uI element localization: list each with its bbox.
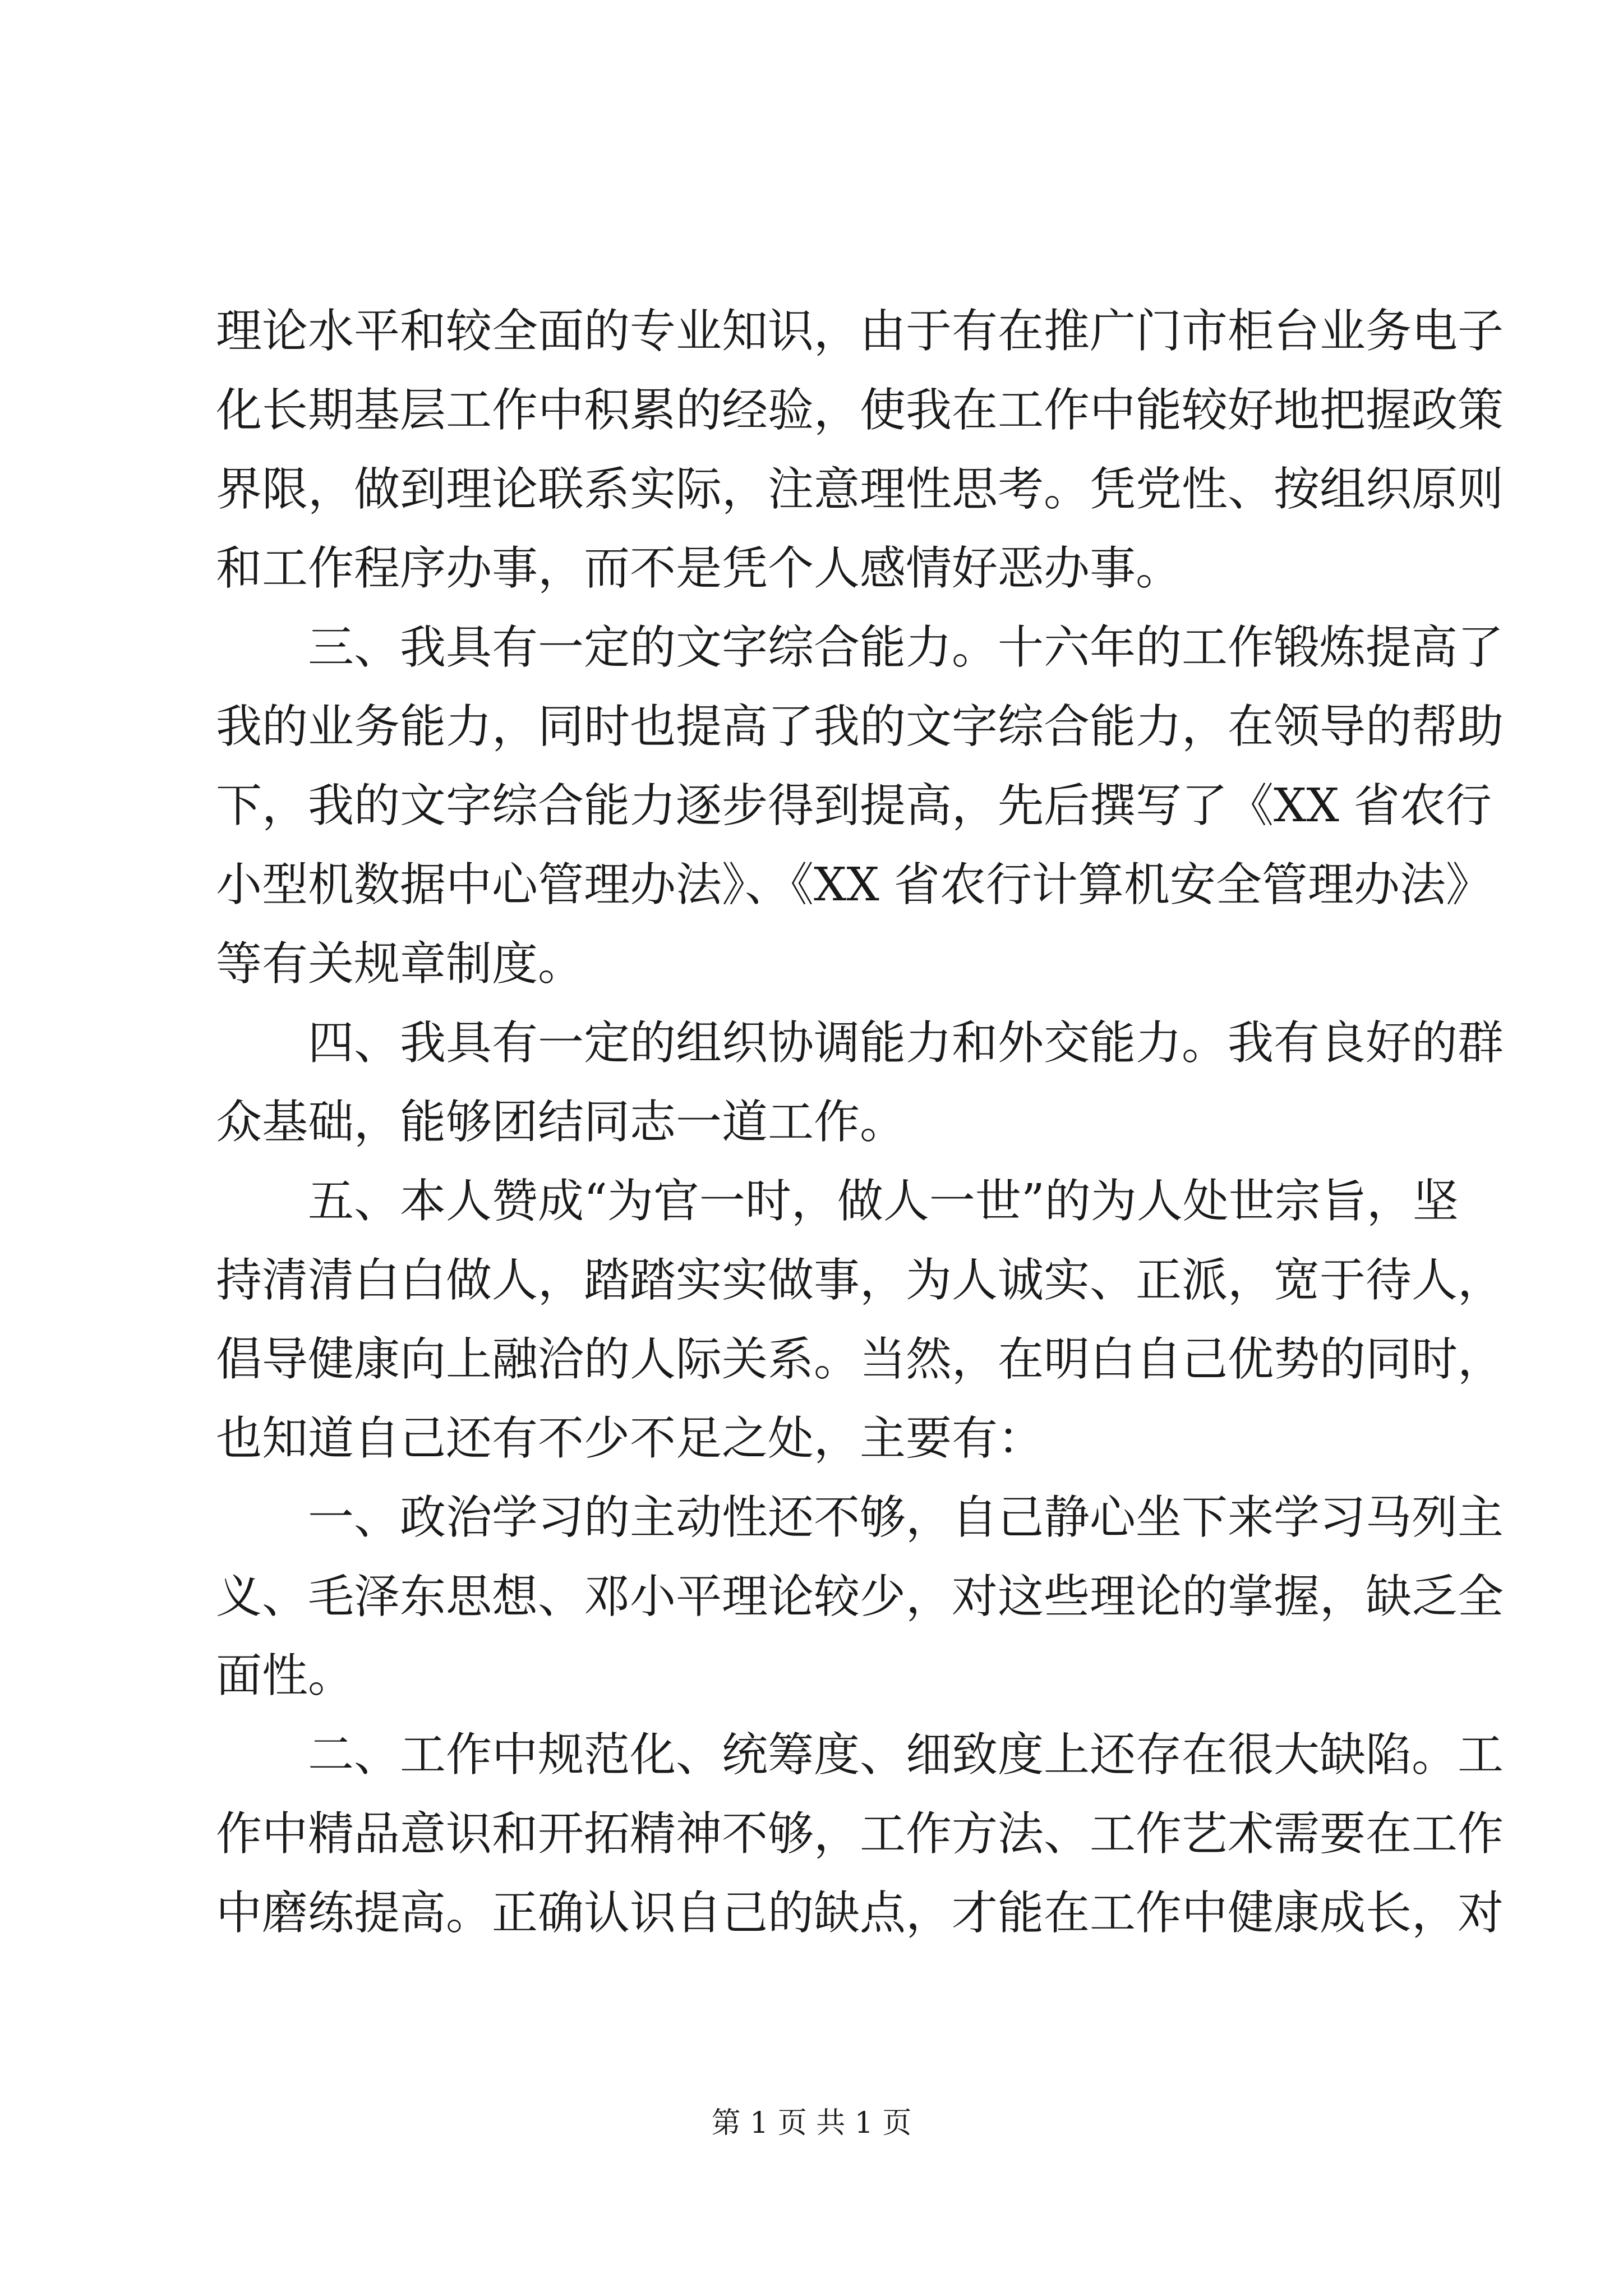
text-line: 和工作程序办事，而不是凭个人感情好恶办事。 [216,542,1182,595]
text-line: 四、我具有一定的组织协调能力和外交能力。我有良好的群 [308,1016,1504,1070]
text-line: 我的业务能力，同时也提高了我的文字综合能力，在领导的帮助 [216,700,1504,753]
text-line: 等有关规章制度。 [216,937,584,991]
text-line: 小型机数据中心管理办法》、《XX 省农行计算机安全管理办法》 [216,858,1492,912]
text-line: 倡导健康向上融洽的人际关系。当然，在明白自己优势的同时， [216,1333,1504,1386]
text-line: 作中精品意识和开拓精神不够，工作方法、工作艺术需要在工作 [216,1807,1504,1861]
text-line: 化长期基层工作中积累的经验，使我在工作中能较好地把握政策 [216,384,1504,437]
text-line: 下，我的文字综合能力逐步得到提高，先后撰写了《XX 省农行 [216,779,1492,832]
text-line: 理论水平和较全面的专业知识，由于有在推广门市柜台业务电子 [216,305,1504,358]
text-line: 二、工作中规范化、统筹度、细致度上还存在很大缺陷。工 [308,1728,1504,1782]
text-line: 义、毛泽东思想、邓小平理论较少，对这些理论的掌握，缺乏全 [216,1570,1504,1623]
text-line: 界限，做到理论联系实际，注意理性思考。凭党性、按组织原则 [216,463,1504,516]
text-line: 三、我具有一定的文字综合能力。十六年的工作锻炼提高了 [308,621,1504,674]
document-body [216,292,1504,1953]
text-line: 持清清白白做人，踏踏实实做事，为人诚实、正派，宽于待人， [216,1254,1504,1307]
text-line: 众基础，能够团结同志一道工作。 [216,1096,906,1149]
text-line: 面性。 [216,1649,354,1703]
text-line: 也知道自己还有不少不足之处，主要有： [216,1412,1044,1465]
page-footer: 第 1 页 共 1 页 [711,2106,912,2140]
text-line: 中磨练提高。正确认识自己的缺点，才能在工作中健康成长，对 [216,1887,1504,1940]
text-line: 五、本人赞成“为官一时，做人一世”的为人处世宗旨，坚 [308,1175,1459,1228]
text-line: 一、政治学习的主动性还不够，自己静心坐下来学习马列主 [308,1491,1504,1544]
